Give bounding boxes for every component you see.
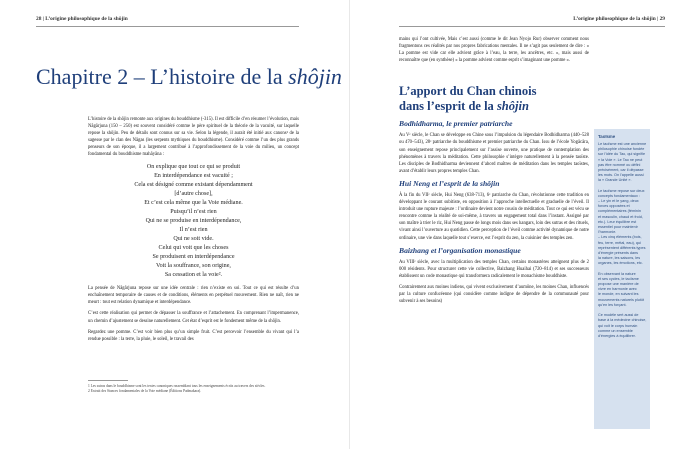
verse-line: On explique que tout ce qui se produit [146,163,241,170]
sidebar-line: propose une manière de [598,282,639,287]
chapter-title: Chapitre 2 – L’histoire de la shôjin [36,64,342,89]
left-header-rule [36,26,299,27]
sidebar-title: Taoïsme [598,134,616,139]
sidebar-line: et ses cycles, le taoïsme [598,276,639,281]
footnote-2: 2 Extrait des Stances fondamentales de la Voie médiane (Éditions Padmakara). [88,389,202,393]
sidebar-line: le monde, en suivant les [598,292,639,297]
paragraph-moines: Contrairement aux moines indiens, qui vivent exclusivement d’aumône, les moines Chan, influencés par la culture confucéenne (qui considère comme indigne de dépendre de la communauté pour subvenir à ses besoins) [399,284,589,305]
verse-line: Qui ne se produise en interdépendance, [145,217,242,224]
left-paragraph-4: Regardez une pomme. C’est voir bien plus qu’un simple fruit. C’est percevoir l’ensemble du vivant qui l’a rendue possible : la terre, la pluie, le soleil, le travail des [88,329,299,342]
sidebar-body [598,142,646,339]
sidebar-line: organes, les émotions, etc. [598,261,643,266]
sidebar-line: etc.). Leur équilibre est [598,219,637,224]
sidebar-line: représentent différents types [598,245,646,250]
verse-line: Voit la souffrance, son origine, [156,263,231,270]
sidebar-line: « la Voie ». Le Tao ne peut [598,157,643,162]
paragraph-bodhidharma: Au Vᵉ siècle, le Chan se développe en Chine sous l’impulsion du légendaire Bodhidharma (440–528 ou 470–543), 28ᵉ patriarche du bouddhisme et premier patriarche du Chan. Issu de l’école Yogâcâra, son enseignement repose principalement sur l’assise ouverte, une pratique de contemplation des phénomènes à travers la méditation. Cette philosophie s’intègre naturellement à la pensée taoïste. Les disciples de Bodhidharma deviennent d’abord maîtres de méditation dans les temples taoïstes, avant d’établir leurs propres temples Chan. [399,133,589,174]
sidebar-line: philosophie chinoise fondée [598,147,645,152]
sidebar-line: qu’en les forçant. [598,302,627,307]
right-body-column [399,36,589,309]
sidebar-line: vivre en harmonie avec [598,287,637,292]
verse-line: Qui ne soit vide. [173,235,214,242]
verse-line: [d’autre chose], [174,190,213,197]
sidebar-line: et masculin, chaud et froid, [598,214,643,219]
sidebar-line: – Les cinq éléments (bois, [598,235,642,240]
footnote-rule [88,380,128,381]
verse-line: Se produisent en interdépendance [152,254,235,261]
sidebar-line: la « Grande Unité ». [598,178,632,183]
right-running-head: L’origine philosophique de la shôjin | 29 [573,16,665,22]
left-paragraph-3: C’est cette réalisation qui permet de dépasser la souffrance et l’attachement. En comprenant l’impermanence, un chemin d’ajustement se dessine naturellement. Cet état d’esprit est le fondement même de la shôjin. [88,311,299,324]
verse-line: Et c’est cela même que la Voie médiane. [144,199,243,206]
chapter-title-italic: shôjin [288,64,342,89]
sidebar-line: Le taoïsme est une ancienne [598,142,647,146]
sidebar-line: d’énergies à équilibrer. [598,333,636,338]
sidebar-line: comme un ensemble [598,328,633,333]
sidebar-line: base à la médecine chinoise, [598,318,647,323]
sidebar-line: forces opposées et [598,204,630,209]
verse-line: En interdépendance est vacuité ; [154,172,233,179]
verse-line: Sa cessation et la voie². [164,272,223,279]
left-paragraph-1: L’histoire de la shôjin remonte aux origines du bouddhisme (-315). Il est difficile d’en résumer l’évolution, mais Nâgârjuna (150 – 250) est souvent considéré comme le père spirituel de la théorie de la vacuité, sur laquelle repose la shôjin. Peu de détails sont connus sur sa vie. Selon la légende, il aurait été initié aux canons¹ de la sagesse par le clan des Nâgas (les serpents mythiques du bouddhisme). Considéré comme l’un des plus grands penseurs de son époque, il a largement contribué à l’approfondissement de la voie du milieu, un concept fondamental du bouddhisme mahâyâna : [88,117,299,158]
sidebar-line: la nature, les saisons, les [598,256,641,261]
sidebar-line: – Le yin et le yang, deux [598,199,639,204]
sidebar-line: mouvements naturels plutôt [598,297,645,302]
sidebar-line: pas être nommé ou défini [598,162,641,167]
subheading-bodhidharma: Bodhidharma, le premier patriarche [399,119,513,129]
paragraph-baizhang: Au VIIIᵉ siècle, avec la multiplication des temples Chan, certains monastères atteignent plus de 2 000 résidents. Pour structurer cette vie collective, Baizhang Huaihai (720–814) et ses successeurs établissent un code monastique qui transformera radicalement le monachisme bouddhiste. [399,259,589,279]
sidebar-line: essentiel pour maintenir [598,225,638,230]
taoism-sidebar [594,129,650,429]
verse-block [88,163,299,281]
subheading-baizhang: Baizhang et l’organisation monastique [399,245,521,255]
section-heading-chan: L’apport du Chan chinois dans l’esprit de la shôjin [399,84,537,113]
verse-line: Cela est désigné comme existant dépendamment [134,181,253,188]
verse-line: Celui qui voit que les choses [158,244,229,251]
sidebar-line: d’énergie présents dans [598,251,639,256]
right-header-rule [399,26,665,27]
right-intro-paragraph: mains qui l’ont cultivée, Mais c’est aussi (comme le dit Jean Nyojo Rur) observer comment nous fragmentons ces réalités par nos propres fabrications mentales. Il ne s’agit pas seulement de dire : « La pomme est vide car elle advient grâce à l’eau, la terre, les ancêtres, etc. », mais aussi de reconnaître que (en synthèse) « la pomme advient comme esprit s’imaginant une pomme ». [399,37,589,64]
sidebar-line: En observant la nature [598,271,636,276]
sidebar-line: Le taoïsme repose sur deux [598,188,645,193]
left-running-head: 28 | L’origine philosophique de la shôjin [36,16,128,22]
left-paragraph-2: La pensée de Nâgârjuna repose sur une idée centrale : rien n’existe en soi. Tout ce qui est résulte d’un enchaînement temporaire de causes et de conditions, éléments en perpétuel mouvement. Rien ne naît, rien ne meurt : tout est relation dynamique et interdépendance. [88,286,299,306]
paragraph-hui-neng: À la fin du VIIᵉ siècle, Hui Neng (638-713), 6ᵉ patriarche du Chan, révolutionne cette tradition en développant le courant subitiste, en opposition à l’approche intellectuelle et graduelle de l’éveil. Il introduit une rupture majeure : l’ordinaire devient notre cousin de méditation. Tout ce qui est vécu se rencontre comme la réalité de soi-même, à travers un engagement total dans l’instant. Assigné par son maître à trier le riz, Hui Neng passe de longs mois dans ses hangars, loin des sutras et des rituels, vivant ainsi l’ouverture au quotidien. Cette perception de l’éveil comme activité dynamique de notre ordinaire, une vie dans laquelle tout s’exerce, est l’esprit du zen, la cuisinier des temples zen. [399,192,589,241]
sidebar-line: précisément, car il dépasse [598,168,644,173]
footnote-1: 1 Les sutras dans le bouddhisme sont les textes canoniques rassemblant tous les enseignements écrits au travers des siècles. [88,384,266,388]
sidebar-line: sur l’idée du Tao, qui signifie [598,152,646,157]
sidebar-line: l’harmonie. [598,230,617,235]
verse-line: Il n’est rien [179,226,208,233]
subheading-hui-neng: Hui Neng et l’esprit de la shôjin [399,178,500,188]
sidebar-line: concepts fondamentaux : [598,193,640,198]
sidebar-line: Ce modèle sert aussi de [598,313,639,318]
footnotes [88,380,298,394]
section-heading-italic: shôjin [496,98,529,113]
sidebar-line: qui voit le corps humain [598,323,638,328]
sidebar-line: les mots. On l’appelle aussi [598,173,644,178]
sidebar-line: complémentaires (féminin [598,209,641,214]
verse-line: Puisqu’il n’est rien [170,208,217,215]
left-body-column [88,116,299,347]
sidebar-line: feu, terre, métal, eau), qui [598,240,641,245]
